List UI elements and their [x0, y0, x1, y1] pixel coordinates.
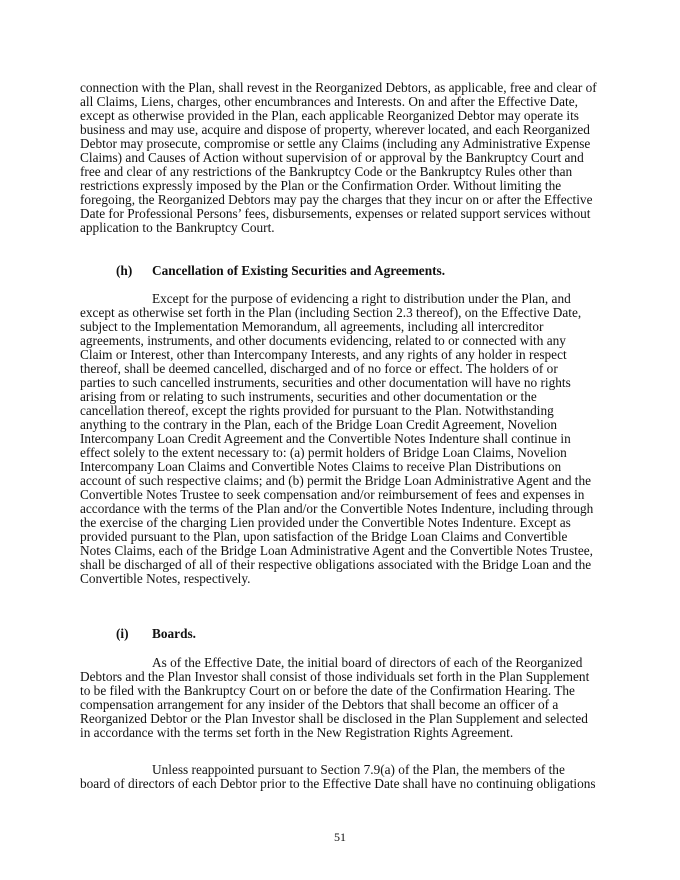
- paragraph-cancellation: [80, 292, 620, 586]
- section-label: (h): [116, 263, 133, 278]
- text-line: the exercise of the charging Lien provided under the Convertible Notes Indenture. Except as: [80, 515, 571, 530]
- text-line: application to the Bankruptcy Court.: [80, 220, 275, 235]
- text-line: to be filed with the Bankruptcy Court on or before the date of the Confirmation Hearing. The: [80, 683, 575, 698]
- text-line: Notes Claims, each of the Bridge Loan Administrative Agent and the Convertible Notes Trustee,: [80, 543, 593, 558]
- text-line: Claim or Interest, other than Intercompany Interests, and any rights of any holder in respect: [80, 347, 567, 362]
- text-line: Debtors and the Plan Investor shall consist of those individuals set forth in the Plan Supplement: [80, 669, 590, 684]
- text-line: Claims) and Causes of Action without supervision of or approval by the Bankruptcy Court and: [80, 150, 584, 165]
- text-line: foregoing, the Reorganized Debtors may pay the charges that they incur on or after the Effective: [80, 192, 593, 207]
- text-line: effect solely to the extent necessary to: (a) permit holders of Bridge Loan Claims, Novelion: [80, 445, 567, 460]
- section-title: Cancellation of Existing Securities and Agreements.: [152, 263, 446, 278]
- paragraph-revesting: [80, 81, 620, 235]
- text-line: Convertible Notes, respectively.: [80, 571, 251, 586]
- text-line: thereof, shall be deemed cancelled, discharged and of no force or effect. The holders of or: [80, 361, 558, 376]
- text-line: except as otherwise set forth in the Plan (including Section 2.3 thereof), on the Effective Date,: [80, 305, 582, 320]
- text-line: compensation arrangement for any insider of the Debtors that shall become an officer of a: [80, 697, 559, 712]
- text-line: anything to the contrary in the Plan, each of the Bridge Loan Credit Agreement, Novelion: [80, 417, 558, 432]
- text-line: Debtor may prosecute, compromise or settle any Claims (including any Administrative Expense: [80, 136, 591, 151]
- text-line: Date for Professional Persons’ fees, disbursements, expenses or related support services without: [80, 206, 591, 221]
- text-line: agreements, instruments, and other documents evidencing, related to or connected with any: [80, 333, 566, 348]
- text-line: restrictions expressly imposed by the Plan or the Confirmation Order. Without limiting the: [80, 178, 562, 193]
- section-title: Boards.: [152, 626, 196, 641]
- text-line: board of directors of each Debtor prior to the Effective Date shall have no continuing obligations: [80, 776, 596, 791]
- section-label: (i): [116, 626, 129, 641]
- text-line: provided pursuant to the Plan, upon satisfaction of the Bridge Loan Claims and Convertible: [80, 529, 568, 544]
- text-line: subject to the Implementation Memorandum, all agreements, including all intercreditor: [80, 319, 544, 334]
- text-line: cancellation thereof, except the rights provided for pursuant to the Plan. Notwithstanding: [80, 403, 554, 418]
- paragraph-reappointment: [80, 763, 620, 791]
- page-number: 51: [334, 830, 346, 844]
- text-line: Unless reappointed pursuant to Section 7.9(a) of the Plan, the members of the: [152, 762, 565, 777]
- text-line: Reorganized Debtor or the Plan Investor shall be disclosed in the Plan Supplement and selected: [80, 711, 588, 726]
- text-line: As of the Effective Date, the initial board of directors of each of the Reorganized: [152, 655, 583, 670]
- text-line: all Claims, Liens, charges, other encumbrances and Interests. On and after the Effective Date,: [80, 94, 578, 109]
- text-line: Intercompany Loan Credit Agreement and the Convertible Notes Indenture shall continue in: [80, 431, 571, 446]
- text-line: Except for the purpose of evidencing a right to distribution under the Plan, and: [152, 291, 571, 306]
- section-heading-h: [116, 264, 445, 278]
- paragraph-boards: [80, 656, 620, 740]
- text-line: Intercompany Loan Claims and Convertible Notes Claims to receive Plan Distributions on: [80, 459, 562, 474]
- text-line: business and may use, acquire and dispose of property, wherever located, and each Reorganized: [80, 122, 590, 137]
- text-line: except as otherwise provided in the Plan, each applicable Reorganized Debtor may operate its: [80, 108, 579, 123]
- text-line: in accordance with the terms set forth in the New Registration Rights Agreement.: [80, 725, 514, 740]
- text-line: connection with the Plan, shall revest in the Reorganized Debtors, as applicable, free and clear of: [80, 80, 597, 95]
- section-heading-i: [116, 627, 196, 641]
- text-line: parties to such cancelled instruments, securities and other documentation will have no rights: [80, 375, 571, 390]
- text-line: shall be discharged of all of their respective obligations associated with the Bridge Loan and the: [80, 557, 592, 572]
- text-line: free and clear of any restrictions of the Bankruptcy Code or the Bankruptcy Rules other than: [80, 164, 573, 179]
- text-line: Convertible Notes Trustee to seek compensation and/or reimbursement of fees and expenses in: [80, 487, 585, 502]
- text-line: arising from or relating to such instruments, securities and other documentation or the: [80, 389, 537, 404]
- text-line: accordance with the terms of the Plan and/or the Convertible Notes Indenture, including through: [80, 501, 594, 516]
- text-line: account of such respective claims; and (b) permit the Bridge Loan Administrative Agent and the: [80, 473, 592, 488]
